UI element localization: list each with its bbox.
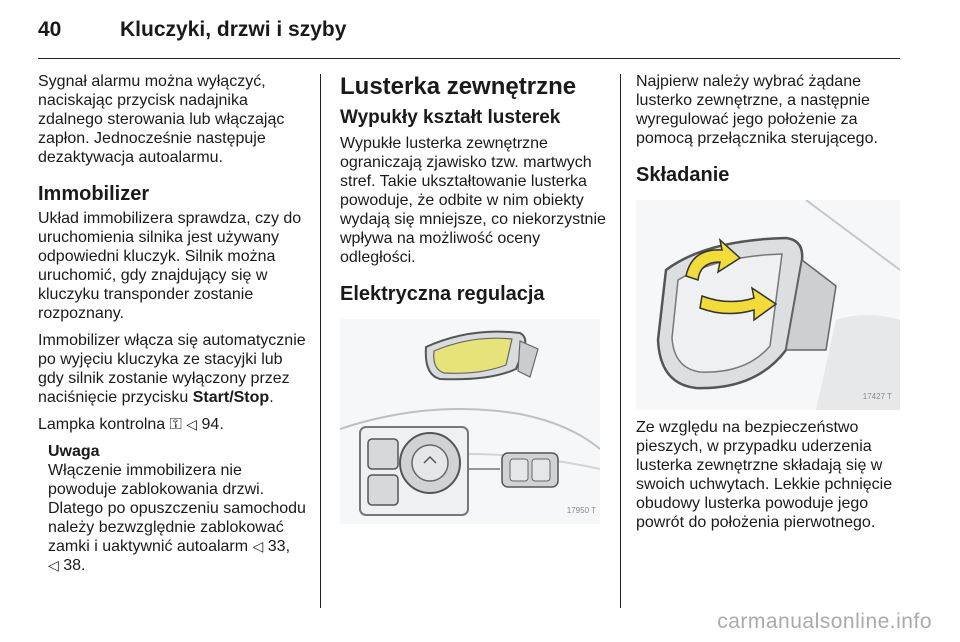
note-page-ref-2[interactable]: 38. bbox=[63, 557, 86, 574]
note-page-ref-1[interactable]: 33, bbox=[267, 538, 291, 555]
note-box bbox=[48, 442, 306, 575]
folding-paragraph: Ze względu na bezpieczeństwo pieszych, w przypadku uderzenia lusterka zewnętrzne składają się w swoich uchwytach. Lekkie pchnięcie obudowy lusterka powoduje jego powrót do położenia pierwotnego. bbox=[636, 419, 893, 531]
column-divider-1 bbox=[320, 74, 321, 608]
note-text: Włączenie immobilizera nie powoduje zablokowania drzwi. Dlatego po opuszczeniu samochodu należy bezwzględnie zablokować zamki i uaktywnić autoalarm bbox=[48, 462, 306, 555]
column-divider-2 bbox=[620, 74, 621, 608]
immobilizer-p2-text: Immobilizer włącza się automatycznie po wyjęciu kluczyka ze stacyjki lub gdy silnik zostanie wyłączony przez naciśnięcie przycisku bbox=[38, 332, 306, 406]
column-3 bbox=[636, 72, 902, 540]
immobilizer-paragraph-1: Układ immobilizera sprawdza, czy do uruchomienia silnika jest używany odpowiedni kluczyk. Silnik można uruchomić, gdy znajdujący się w kluczyku transponder zostanie rozpoznany. bbox=[38, 210, 302, 322]
page-reference-icon: ◁ bbox=[186, 416, 198, 432]
selection-paragraph: Najpierw należy wybrać żądane lusterko zewnętrzne, a następnie wyregulować jego położenie za pomocą przełącznika sterującego. bbox=[636, 73, 878, 147]
mirror-switch-illustration bbox=[340, 319, 600, 524]
immobilizer-paragraph-2 bbox=[38, 331, 306, 407]
page-reference-icon: ◁ bbox=[48, 557, 59, 573]
folding-figure bbox=[636, 200, 896, 410]
lamp-page-ref[interactable]: 94. bbox=[201, 416, 224, 433]
convex-paragraph: Wypukłe lusterka zewnętrzne ograniczają zjawisko tzw. martwych stref. Takie ukształtowanie lusterka powoduje, że odbite w nim obiekty wydają się mniejsze, co niekorzystnie wpływa na możliwość oceny odległości. bbox=[340, 135, 606, 266]
page-number: 40 bbox=[38, 18, 62, 41]
figure-code: 17950 T bbox=[566, 506, 596, 515]
page-header bbox=[38, 18, 346, 48]
chapter-title: Kluczyki, drzwi i szyby bbox=[120, 18, 347, 41]
immobilizer-p2-end: . bbox=[269, 389, 274, 406]
figure-code: 17427 T bbox=[862, 392, 892, 401]
note-body bbox=[48, 461, 306, 575]
alarm-paragraph: Sygnał alarmu można wyłączyć, naciskając przycisk nadajnika zdalnego sterowania lub włączając zapłon. Jednocześnie następuje dezaktywacja autoalarmu. bbox=[38, 73, 285, 166]
immobilizer-lamp-icon: ⚿ bbox=[169, 416, 182, 433]
electric-adjust-figure bbox=[340, 319, 600, 524]
header-divider bbox=[38, 58, 900, 59]
column-2 bbox=[340, 72, 606, 532]
lamp-text: Lampka kontrolna bbox=[38, 416, 166, 433]
lamp-paragraph bbox=[38, 415, 306, 434]
convex-heading: Wypukły kształt lusterek bbox=[340, 107, 561, 128]
mirrors-section-heading: Lusterka zewnętrzne bbox=[340, 73, 577, 100]
note-title: Uwaga bbox=[48, 443, 100, 460]
start-stop-button-label: Start/Stop bbox=[192, 389, 270, 406]
page-reference-icon: ◁ bbox=[252, 538, 264, 554]
column-1 bbox=[38, 72, 306, 575]
electric-adjust-heading: Elektryczna regulacja bbox=[340, 283, 545, 305]
immobilizer-heading: Immobilizer bbox=[38, 183, 150, 205]
watermark-text: carmanualsonline.info bbox=[717, 610, 932, 633]
mirror-folding-illustration bbox=[636, 200, 900, 410]
folding-heading: Składanie bbox=[636, 164, 730, 186]
